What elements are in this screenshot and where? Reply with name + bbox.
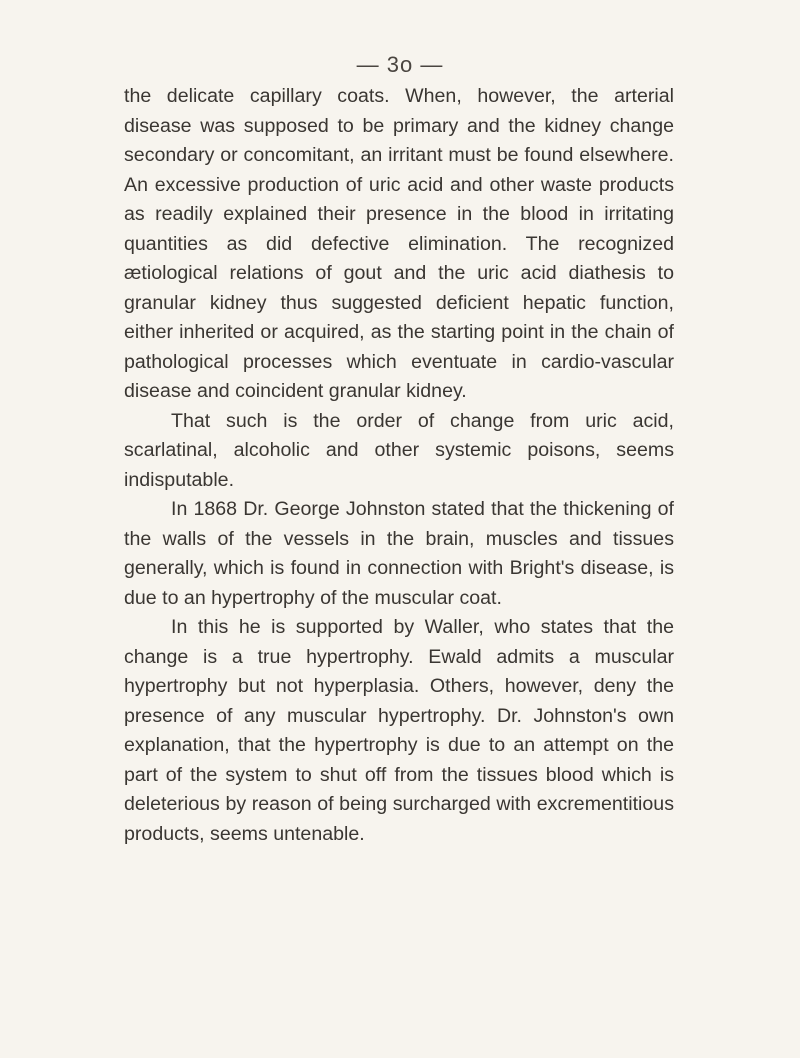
paragraph-4: In this he is supported by Waller, who states that the change is a true hypertrophy. Ewald admits a muscular hypertrophy but not hyperplasia. Others, however, deny the presence of any muscular hypertrophy. Dr. Johnston's own explanation, that the hypertrophy is due to an attempt on the part of the system to shut off from the tissues blood which is deleterious by reason of being surcharged with excrementitious products, seems untenable. (124, 616, 674, 845)
paragraph-1: the delicate capillary coats. When, however, the arterial disease was supposed to be primary and the kidney change secondary or concomitant, an irritant must be found elsewhere. An excessive production of uric acid and other waste products as readily explained their presence in the blood in irritating quantities as did defective elimination. The recognized ætiological relations of gout and the uric acid diathesis to granular kidney thus suggested deficient hepatic function, either inherited or acquired, as the starting point in the chain of pathological processes which eventuate in cardio-vascular disease and coincident granular kidney. (124, 85, 674, 402)
paragraph-2: That such is the order of change from uric acid, scarlatinal, alcoholic and other systemic poisons, seems indisputable. (124, 409, 674, 491)
body-text (124, 82, 674, 849)
paragraph-3: In 1868 Dr. George Johnston stated that the thickening of the walls of the vessels in the brain, muscles and tissues generally, which is found in connection with Bright's disease, is due to an hypertrophy of the muscular coat. (124, 498, 674, 609)
page-number: — 3o — (356, 52, 444, 77)
